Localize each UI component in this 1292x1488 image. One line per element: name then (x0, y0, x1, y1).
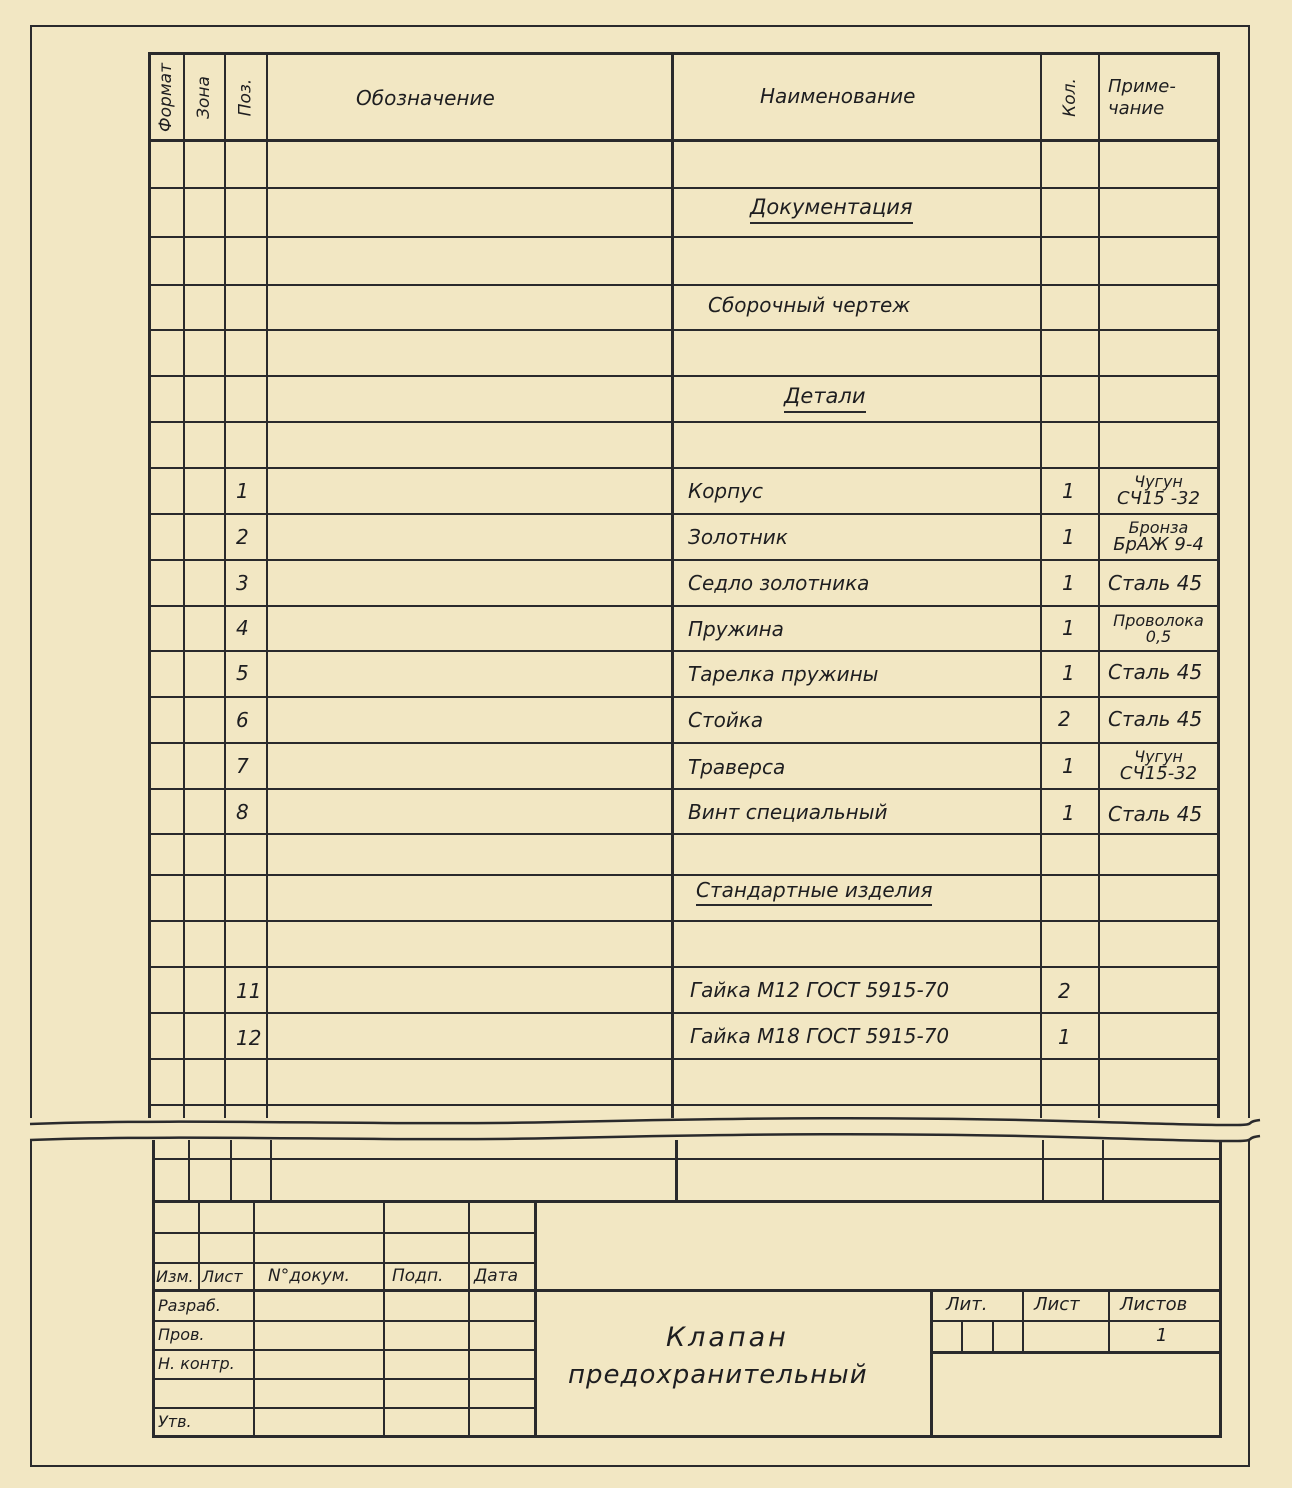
tb-sheet: Лист (1034, 1294, 1080, 1315)
part-note (1100, 469, 1217, 513)
part-name: Стойка (688, 708, 764, 732)
part-qty: 1 (1062, 525, 1075, 549)
tb-sign: Подп. (392, 1266, 444, 1286)
header-pos: Поз. (235, 78, 256, 116)
tb-checked: Пров. (158, 1325, 205, 1344)
part-note (1100, 607, 1217, 650)
header-format: Формат (156, 62, 177, 132)
tb-sheets-value: 1 (1156, 1325, 1168, 1346)
part-pos: 7 (236, 754, 249, 778)
part-name: Траверса (688, 755, 786, 779)
part-name: Корпус (688, 479, 764, 503)
tb-title-line1: Клапан (666, 1322, 789, 1353)
standard-pos: 12 (236, 1026, 262, 1050)
part-name: Винт специальный (688, 800, 888, 824)
header-note-2: чание (1108, 98, 1165, 119)
part-qty: 1 (1062, 616, 1075, 640)
header-zone: Зона (194, 75, 214, 119)
part-pos: 8 (236, 800, 249, 824)
part-pos: 2 (236, 525, 249, 549)
standard-name: Гайка М18 ГОСТ 5915-70 (690, 1024, 950, 1048)
part-note-line: 0,5 (1145, 626, 1172, 646)
tb-lit: Лит. (946, 1294, 988, 1315)
part-qty: 1 (1062, 661, 1075, 685)
tb-date: Дата (474, 1266, 519, 1286)
part-pos: 4 (236, 616, 249, 640)
tb-developed: Разраб. (158, 1296, 221, 1315)
standard-pos: 11 (236, 979, 262, 1003)
part-note: Сталь 45 (1108, 707, 1203, 731)
standard-qty: 2 (1058, 979, 1071, 1003)
part-note: Сталь 45 (1108, 571, 1203, 595)
section-parts: Детали (784, 386, 866, 413)
part-name: Золотник (688, 525, 788, 549)
part-pos: 1 (236, 479, 249, 503)
part-note-line: Бронза (1128, 518, 1189, 537)
part-pos: 5 (236, 661, 249, 685)
part-pos: 3 (236, 571, 249, 595)
header-designation: Обозначение (356, 86, 495, 110)
part-name: Тарелка пружины (688, 662, 879, 686)
part-note-line: СЧ15-32 (1119, 763, 1198, 784)
part-qty: 1 (1062, 571, 1075, 595)
part-qty: 1 (1062, 479, 1075, 503)
part-note-line: Чугун (1134, 747, 1183, 766)
section-standard: Стандартные изделия (696, 880, 932, 906)
header-note-1: Приме- (1108, 76, 1176, 97)
section-documentation: Документация (750, 197, 913, 224)
header-name: Наименование (760, 84, 916, 108)
break-line-top (0, 1110, 1292, 1150)
part-note: Сталь 45 (1108, 660, 1203, 684)
part-qty: 1 (1062, 754, 1075, 778)
part-qty: 2 (1058, 707, 1071, 731)
tb-list: Лист (202, 1267, 243, 1286)
tb-sheets: Листов (1120, 1294, 1188, 1315)
part-name: Седло золотника (688, 571, 870, 595)
part-qty: 1 (1062, 801, 1075, 825)
header-qty: Кол. (1059, 77, 1080, 117)
standard-name: Гайка М12 ГОСТ 5915-70 (690, 978, 950, 1002)
tb-izm: Изм. (156, 1267, 194, 1286)
tb-doc-no: N°докум. (268, 1266, 350, 1286)
part-pos: 6 (236, 708, 249, 732)
part-note-line: Чугун (1134, 472, 1183, 491)
part-note (1100, 515, 1217, 559)
part-note-line: БрАЖ 9-4 (1113, 534, 1204, 555)
section-assembly-drawing: Сборочный чертеж (708, 293, 911, 317)
part-note-line: Проволока (1113, 610, 1204, 630)
drawing-frame (30, 25, 1250, 1467)
part-name: Пружина (688, 617, 784, 641)
tb-norm-control: Н. контр. (158, 1354, 235, 1373)
part-note (1100, 744, 1217, 788)
tb-title-line2: предохранительный (568, 1360, 868, 1390)
part-note: Сталь 45 (1108, 802, 1203, 826)
standard-qty: 1 (1058, 1025, 1071, 1049)
tb-approved: Утв. (158, 1412, 192, 1431)
part-note-line: СЧ15 -32 (1117, 488, 1200, 509)
